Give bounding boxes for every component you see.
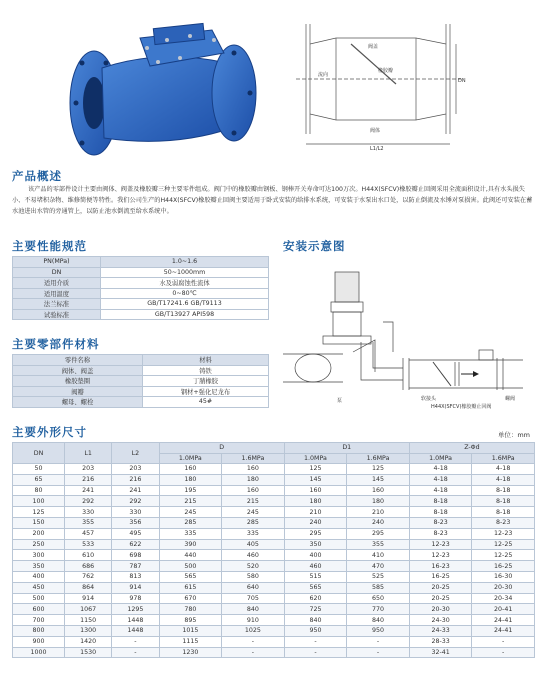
dims-row-cell: 20-25 bbox=[409, 593, 472, 604]
parts-title: 主要零部件材料 bbox=[12, 337, 100, 351]
dims-row-cell: 450 bbox=[13, 582, 65, 593]
parts-row-cell: 阀体、阀盖 bbox=[13, 365, 143, 376]
dims-row-cell: 910 bbox=[222, 615, 285, 626]
dims-row-cell: 610 bbox=[65, 550, 112, 561]
dims-row-cell: - bbox=[222, 647, 285, 658]
dims-header-l1: L1 bbox=[65, 443, 112, 464]
dims-row-cell: 241 bbox=[112, 485, 159, 496]
dims-row-cell: 4-18 bbox=[472, 464, 535, 475]
dims-row-cell: 335 bbox=[159, 528, 222, 539]
dims-row-cell: 895 bbox=[159, 615, 222, 626]
dims-row-cell: 330 bbox=[112, 507, 159, 518]
dims-row bbox=[13, 485, 535, 496]
dims-row-cell: 565 bbox=[284, 582, 347, 593]
dims-row-cell: 780 bbox=[159, 604, 222, 615]
dims-row-cell: 700 bbox=[13, 615, 65, 626]
spec-row-cell: 适用介质 bbox=[13, 278, 101, 289]
valve-technical-drawing bbox=[296, 14, 466, 152]
dims-row-cell: 533 bbox=[65, 539, 112, 550]
parts-row bbox=[13, 397, 269, 408]
parts-table bbox=[12, 354, 269, 408]
dims-row-cell: 16-23 bbox=[409, 561, 472, 572]
parts-row-cell: 钢材+强化尼龙布 bbox=[143, 386, 269, 397]
dims-row-cell: 24-33 bbox=[409, 625, 472, 636]
dims-row-cell: 864 bbox=[65, 582, 112, 593]
dims-row-cell: 16-25 bbox=[472, 561, 535, 572]
dims-row-cell: 12-25 bbox=[472, 539, 535, 550]
dims-row-cell: - bbox=[284, 647, 347, 658]
dims-row-cell: 914 bbox=[112, 582, 159, 593]
dims-row-cell: 203 bbox=[65, 464, 112, 475]
dims-row-cell: 580 bbox=[222, 571, 285, 582]
dims-row-cell: 80 bbox=[13, 485, 65, 496]
dims-row bbox=[13, 582, 535, 593]
dims-row-cell: 495 bbox=[112, 528, 159, 539]
dims-row-cell: 12-25 bbox=[472, 550, 535, 561]
install-title: 安装示意图 bbox=[283, 239, 346, 253]
dims-row bbox=[13, 507, 535, 518]
specs-title: 主要性能规范 bbox=[12, 239, 87, 253]
dims-row-cell: 4-18 bbox=[409, 485, 472, 496]
dims-row-cell: 145 bbox=[284, 474, 347, 485]
dims-row-cell: 12-23 bbox=[472, 528, 535, 539]
dims-row bbox=[13, 528, 535, 539]
dims-row-cell: 813 bbox=[112, 571, 159, 582]
spec-row-cell: GB/T13927 API598 bbox=[101, 309, 269, 320]
parts-row bbox=[13, 355, 269, 366]
dims-row-cell: 1067 bbox=[65, 604, 112, 615]
dims-row-cell: - bbox=[472, 647, 535, 658]
dims-row-cell: 180 bbox=[284, 496, 347, 507]
dims-row-cell: 240 bbox=[347, 517, 410, 528]
dims-header-z-16: 1.6MPa bbox=[472, 453, 535, 464]
dims-row-cell: 460 bbox=[284, 561, 347, 572]
dims-row-cell: 520 bbox=[222, 561, 285, 572]
dims-row-cell: 28-33 bbox=[409, 636, 472, 647]
dims-row-cell: 787 bbox=[112, 561, 159, 572]
dims-row-cell: 4-18 bbox=[409, 464, 472, 475]
spec-row-cell: 1.0~1.6 bbox=[101, 257, 269, 268]
dims-row-cell: 24-41 bbox=[472, 625, 535, 636]
dims-row-cell: 8-23 bbox=[472, 517, 535, 528]
dims-row-cell: - bbox=[222, 636, 285, 647]
dims-row-cell: 20-34 bbox=[472, 593, 535, 604]
dims-row-cell: 470 bbox=[347, 561, 410, 572]
dims-row-cell: 215 bbox=[222, 496, 285, 507]
dims-row-cell: 160 bbox=[284, 485, 347, 496]
dims-row-cell: 670 bbox=[159, 593, 222, 604]
dims-row-cell: 698 bbox=[112, 550, 159, 561]
dims-row-cell: 914 bbox=[65, 593, 112, 604]
installation-diagram bbox=[283, 262, 535, 412]
dims-row-cell: 100 bbox=[13, 496, 65, 507]
dims-row-cell: 1150 bbox=[65, 615, 112, 626]
dims-row-cell: 650 bbox=[347, 593, 410, 604]
dims-row-cell: 200 bbox=[13, 528, 65, 539]
dims-row-cell: 180 bbox=[347, 496, 410, 507]
dims-row-cell: 400 bbox=[284, 550, 347, 561]
dims-row-cell: 600 bbox=[13, 604, 65, 615]
dims-row-cell: 203 bbox=[112, 464, 159, 475]
spec-row-cell: 50~1000mm bbox=[101, 267, 269, 278]
install-label-check-valve: H44X(SFCV)橡胶瓣止回阀 bbox=[431, 404, 492, 410]
dims-row-cell: 210 bbox=[284, 507, 347, 518]
dims-row-cell: 4-18 bbox=[409, 474, 472, 485]
drawing-label-rubber-disc: 橡胶瓣 bbox=[378, 68, 394, 74]
install-label-pump: 泵 bbox=[337, 398, 343, 404]
dims-header-d1: D1 bbox=[284, 443, 409, 454]
dims-row-cell: 460 bbox=[222, 550, 285, 561]
parts-row-cell: 铸铁 bbox=[143, 365, 269, 376]
dims-row-cell: 292 bbox=[65, 496, 112, 507]
spec-row bbox=[13, 278, 269, 289]
dims-row-cell: 4-18 bbox=[472, 474, 535, 485]
dims-row-cell: 8-18 bbox=[409, 507, 472, 518]
dims-row-cell: 515 bbox=[284, 571, 347, 582]
dims-row-cell: - bbox=[347, 636, 410, 647]
dims-row-cell: 565 bbox=[159, 571, 222, 582]
parts-row-cell: 丁腈橡胶 bbox=[143, 376, 269, 387]
dims-row-cell: 622 bbox=[112, 539, 159, 550]
dims-row-cell: 8-23 bbox=[409, 528, 472, 539]
dims-header-dn: DN bbox=[13, 443, 65, 464]
dims-row-cell: 150 bbox=[13, 517, 65, 528]
dims-row-cell: 16-25 bbox=[409, 571, 472, 582]
dims-row-cell: 160 bbox=[222, 485, 285, 496]
dims-row-cell: 50 bbox=[13, 464, 65, 475]
dims-row-cell: - bbox=[472, 636, 535, 647]
drawing-label-length: L1/L2 bbox=[370, 146, 384, 152]
dims-row-cell: - bbox=[112, 636, 159, 647]
spec-row-cell: 水及弱腐蚀性流体 bbox=[101, 278, 269, 289]
spec-row bbox=[13, 309, 269, 320]
dims-row-cell: 125 bbox=[284, 464, 347, 475]
dims-row-cell: 295 bbox=[347, 528, 410, 539]
dims-header-z: Z-Φd bbox=[409, 443, 534, 454]
dims-row-cell: 32-41 bbox=[409, 647, 472, 658]
dims-row-cell: 355 bbox=[65, 517, 112, 528]
install-label-soft-joint: 软接头 bbox=[421, 396, 437, 402]
dims-row-cell: 1115 bbox=[159, 636, 222, 647]
dims-row-cell: 1230 bbox=[159, 647, 222, 658]
dims-row-cell: 210 bbox=[347, 507, 410, 518]
drawing-label-dn: DN bbox=[458, 78, 466, 84]
dims-row-cell: - bbox=[284, 636, 347, 647]
dims-header-d1-10: 1.0MPa bbox=[284, 453, 347, 464]
dims-row-cell: 125 bbox=[347, 464, 410, 475]
dims-row-cell: 24-30 bbox=[409, 615, 472, 626]
dims-row bbox=[13, 593, 535, 604]
spec-row bbox=[13, 299, 269, 310]
dims-row-cell: 20-30 bbox=[409, 604, 472, 615]
dims-row-cell: 615 bbox=[159, 582, 222, 593]
parts-row-cell: 橡胶垫圈 bbox=[13, 376, 143, 387]
dims-row-cell: 285 bbox=[159, 517, 222, 528]
dims-row-cell: 245 bbox=[222, 507, 285, 518]
parts-row-cell: 螺母、螺栓 bbox=[13, 397, 143, 408]
dims-row-cell: 1530 bbox=[65, 647, 112, 658]
dims-row-cell: 335 bbox=[222, 528, 285, 539]
specs-table bbox=[12, 256, 269, 320]
dims-row-cell: 8-18 bbox=[409, 496, 472, 507]
valve-product-photo bbox=[62, 8, 262, 158]
dims-row-cell: 65 bbox=[13, 474, 65, 485]
dims-row bbox=[13, 517, 535, 528]
dims-row-cell: 350 bbox=[13, 561, 65, 572]
dims-row-cell: 1015 bbox=[159, 625, 222, 636]
spec-row-cell: 适用温度 bbox=[13, 288, 101, 299]
dims-row-cell: 405 bbox=[222, 539, 285, 550]
dims-header-d-16: 1.6MPa bbox=[222, 453, 285, 464]
dims-row-cell: 1448 bbox=[112, 615, 159, 626]
drawing-label-body: 阀体 bbox=[370, 128, 381, 134]
dims-row-cell: 640 bbox=[222, 582, 285, 593]
dims-row-cell: 585 bbox=[347, 582, 410, 593]
dims-row-cell: 16-30 bbox=[472, 571, 535, 582]
overview-text: 该产品的零部件设计主要由阀体、阀盖及橡胶瓣三种主要零件组成。阀门中的橡胶瓣由钢板、钢棒开关寿命可达100万次。H44X(SFCV)橡胶瓣止回阀采用全流面积设计,具有水头损失小、不易堵积杂物、维修简便等特性。我们公司生产的H44X(SFCV)橡胶瓣止回阀主要适用于卧式安装的给排水系统，可安装于水泵出水口处，以防止倒流及水锤对泵损害。此阀还可安装在蓄水池进出水管的旁通管上，以防止池水倒流至给水系统中。 bbox=[12, 186, 533, 215]
dims-row-cell: 950 bbox=[347, 625, 410, 636]
spec-row-cell: GB/T17241.6 GB/T9113 bbox=[101, 299, 269, 310]
dims-row-cell: 1300 bbox=[65, 625, 112, 636]
parts-row bbox=[13, 386, 269, 397]
dims-row-cell: 180 bbox=[159, 474, 222, 485]
dims-row-cell: 1420 bbox=[65, 636, 112, 647]
dims-row-cell: 24-41 bbox=[472, 615, 535, 626]
dims-row-cell: 770 bbox=[347, 604, 410, 615]
parts-row-cell: 零件名称 bbox=[13, 355, 143, 366]
dims-row bbox=[13, 625, 535, 636]
spec-row bbox=[13, 267, 269, 278]
dims-row-cell: 705 bbox=[222, 593, 285, 604]
dims-row-cell: 292 bbox=[112, 496, 159, 507]
dims-row bbox=[13, 550, 535, 561]
dims-row-cell: 12-23 bbox=[409, 539, 472, 550]
dims-row-cell: 195 bbox=[159, 485, 222, 496]
dims-row-cell: 1025 bbox=[222, 625, 285, 636]
dims-row-cell: 160 bbox=[159, 464, 222, 475]
dims-row-cell: 160 bbox=[347, 485, 410, 496]
dims-row-cell: 295 bbox=[284, 528, 347, 539]
dims-row-cell: 20-41 bbox=[472, 604, 535, 615]
dims-row-cell: 356 bbox=[112, 517, 159, 528]
dims-row bbox=[13, 571, 535, 582]
dims-row bbox=[13, 561, 535, 572]
dims-header-d: D bbox=[159, 443, 284, 454]
dims-row-cell: 245 bbox=[159, 507, 222, 518]
dims-row-cell: 950 bbox=[284, 625, 347, 636]
dims-row bbox=[13, 539, 535, 550]
dims-row-cell: 216 bbox=[65, 474, 112, 485]
dims-row-cell: 241 bbox=[65, 485, 112, 496]
parts-row-cell: 材料 bbox=[143, 355, 269, 366]
dims-row-cell: 145 bbox=[347, 474, 410, 485]
spec-row bbox=[13, 288, 269, 299]
dims-row-cell: 1295 bbox=[112, 604, 159, 615]
parts-row-cell: 45# bbox=[143, 397, 269, 408]
dims-row-cell: 215 bbox=[159, 496, 222, 507]
spec-row bbox=[13, 257, 269, 268]
spec-row-cell: 试验标准 bbox=[13, 309, 101, 320]
dims-row-cell: 762 bbox=[65, 571, 112, 582]
dims-row-cell: 800 bbox=[13, 625, 65, 636]
dims-row-cell: 250 bbox=[13, 539, 65, 550]
install-label-gate-valve: 螺阀 bbox=[505, 396, 516, 402]
dims-row-cell: 440 bbox=[159, 550, 222, 561]
dims-row-cell: 978 bbox=[112, 593, 159, 604]
dims-table bbox=[12, 442, 535, 658]
dims-row-cell: 840 bbox=[284, 615, 347, 626]
dims-row-cell: 350 bbox=[284, 539, 347, 550]
spec-row-cell: DN bbox=[13, 267, 101, 278]
overview-title: 产品概述 bbox=[12, 169, 62, 183]
spec-row-cell: 0~80℃ bbox=[101, 288, 269, 299]
dims-row bbox=[13, 636, 535, 647]
dims-row-cell: 686 bbox=[65, 561, 112, 572]
dims-row-cell: 12-23 bbox=[409, 550, 472, 561]
dims-row bbox=[13, 604, 535, 615]
dims-row bbox=[13, 647, 535, 658]
dims-row bbox=[13, 496, 535, 507]
dims-row-cell: 725 bbox=[284, 604, 347, 615]
dims-row-cell: 330 bbox=[65, 507, 112, 518]
dims-row bbox=[13, 615, 535, 626]
spec-row-cell: PN(MPa) bbox=[13, 257, 101, 268]
dims-row-cell: - bbox=[112, 647, 159, 658]
dims-row-cell: 160 bbox=[222, 464, 285, 475]
dims-row-cell: 900 bbox=[13, 636, 65, 647]
dims-row-cell: 8-18 bbox=[472, 496, 535, 507]
dims-row-cell: 525 bbox=[347, 571, 410, 582]
dims-row-cell: 500 bbox=[159, 561, 222, 572]
dims-header-z-10: 1.0MPa bbox=[409, 453, 472, 464]
dims-row-cell: 216 bbox=[112, 474, 159, 485]
dims-title: 主要外形尺寸 bbox=[12, 425, 87, 439]
dims-row-cell: 390 bbox=[159, 539, 222, 550]
dims-row-cell: 20-30 bbox=[472, 582, 535, 593]
dims-header-l2: L2 bbox=[112, 443, 159, 464]
dims-row-cell: 840 bbox=[347, 615, 410, 626]
drawing-label-flow: 流向 bbox=[318, 72, 329, 78]
dims-row-cell: 410 bbox=[347, 550, 410, 561]
dims-row-cell: 457 bbox=[65, 528, 112, 539]
dims-row bbox=[13, 474, 535, 485]
dims-unit: 单位：mm bbox=[497, 431, 530, 439]
dims-row-cell: 620 bbox=[284, 593, 347, 604]
dims-row-cell: 125 bbox=[13, 507, 65, 518]
dims-row-cell: 500 bbox=[13, 593, 65, 604]
dims-row-cell: 8-23 bbox=[409, 517, 472, 528]
dims-header-d1-16: 1.6MPa bbox=[347, 453, 410, 464]
dims-row-cell: 1448 bbox=[112, 625, 159, 636]
dims-header-d-10: 1.0MPa bbox=[159, 453, 222, 464]
dims-row-cell: 240 bbox=[284, 517, 347, 528]
dims-row-cell: 8-18 bbox=[472, 485, 535, 496]
dims-row-cell: 8-18 bbox=[472, 507, 535, 518]
spec-row-cell: 法兰标准 bbox=[13, 299, 101, 310]
dims-row-cell: 840 bbox=[222, 604, 285, 615]
dims-row bbox=[13, 464, 535, 475]
dims-row-cell: 20-25 bbox=[409, 582, 472, 593]
parts-row-cell: 阀瓣 bbox=[13, 386, 143, 397]
parts-row bbox=[13, 365, 269, 376]
dims-row-cell: - bbox=[347, 647, 410, 658]
dims-row-cell: 355 bbox=[347, 539, 410, 550]
drawing-label-bonnet: 阀盖 bbox=[368, 44, 379, 50]
dims-row-cell: 180 bbox=[222, 474, 285, 485]
parts-row bbox=[13, 376, 269, 387]
dims-row-cell: 1000 bbox=[13, 647, 65, 658]
dims-row-cell: 400 bbox=[13, 571, 65, 582]
dims-row-cell: 285 bbox=[222, 517, 285, 528]
dims-row-cell: 300 bbox=[13, 550, 65, 561]
